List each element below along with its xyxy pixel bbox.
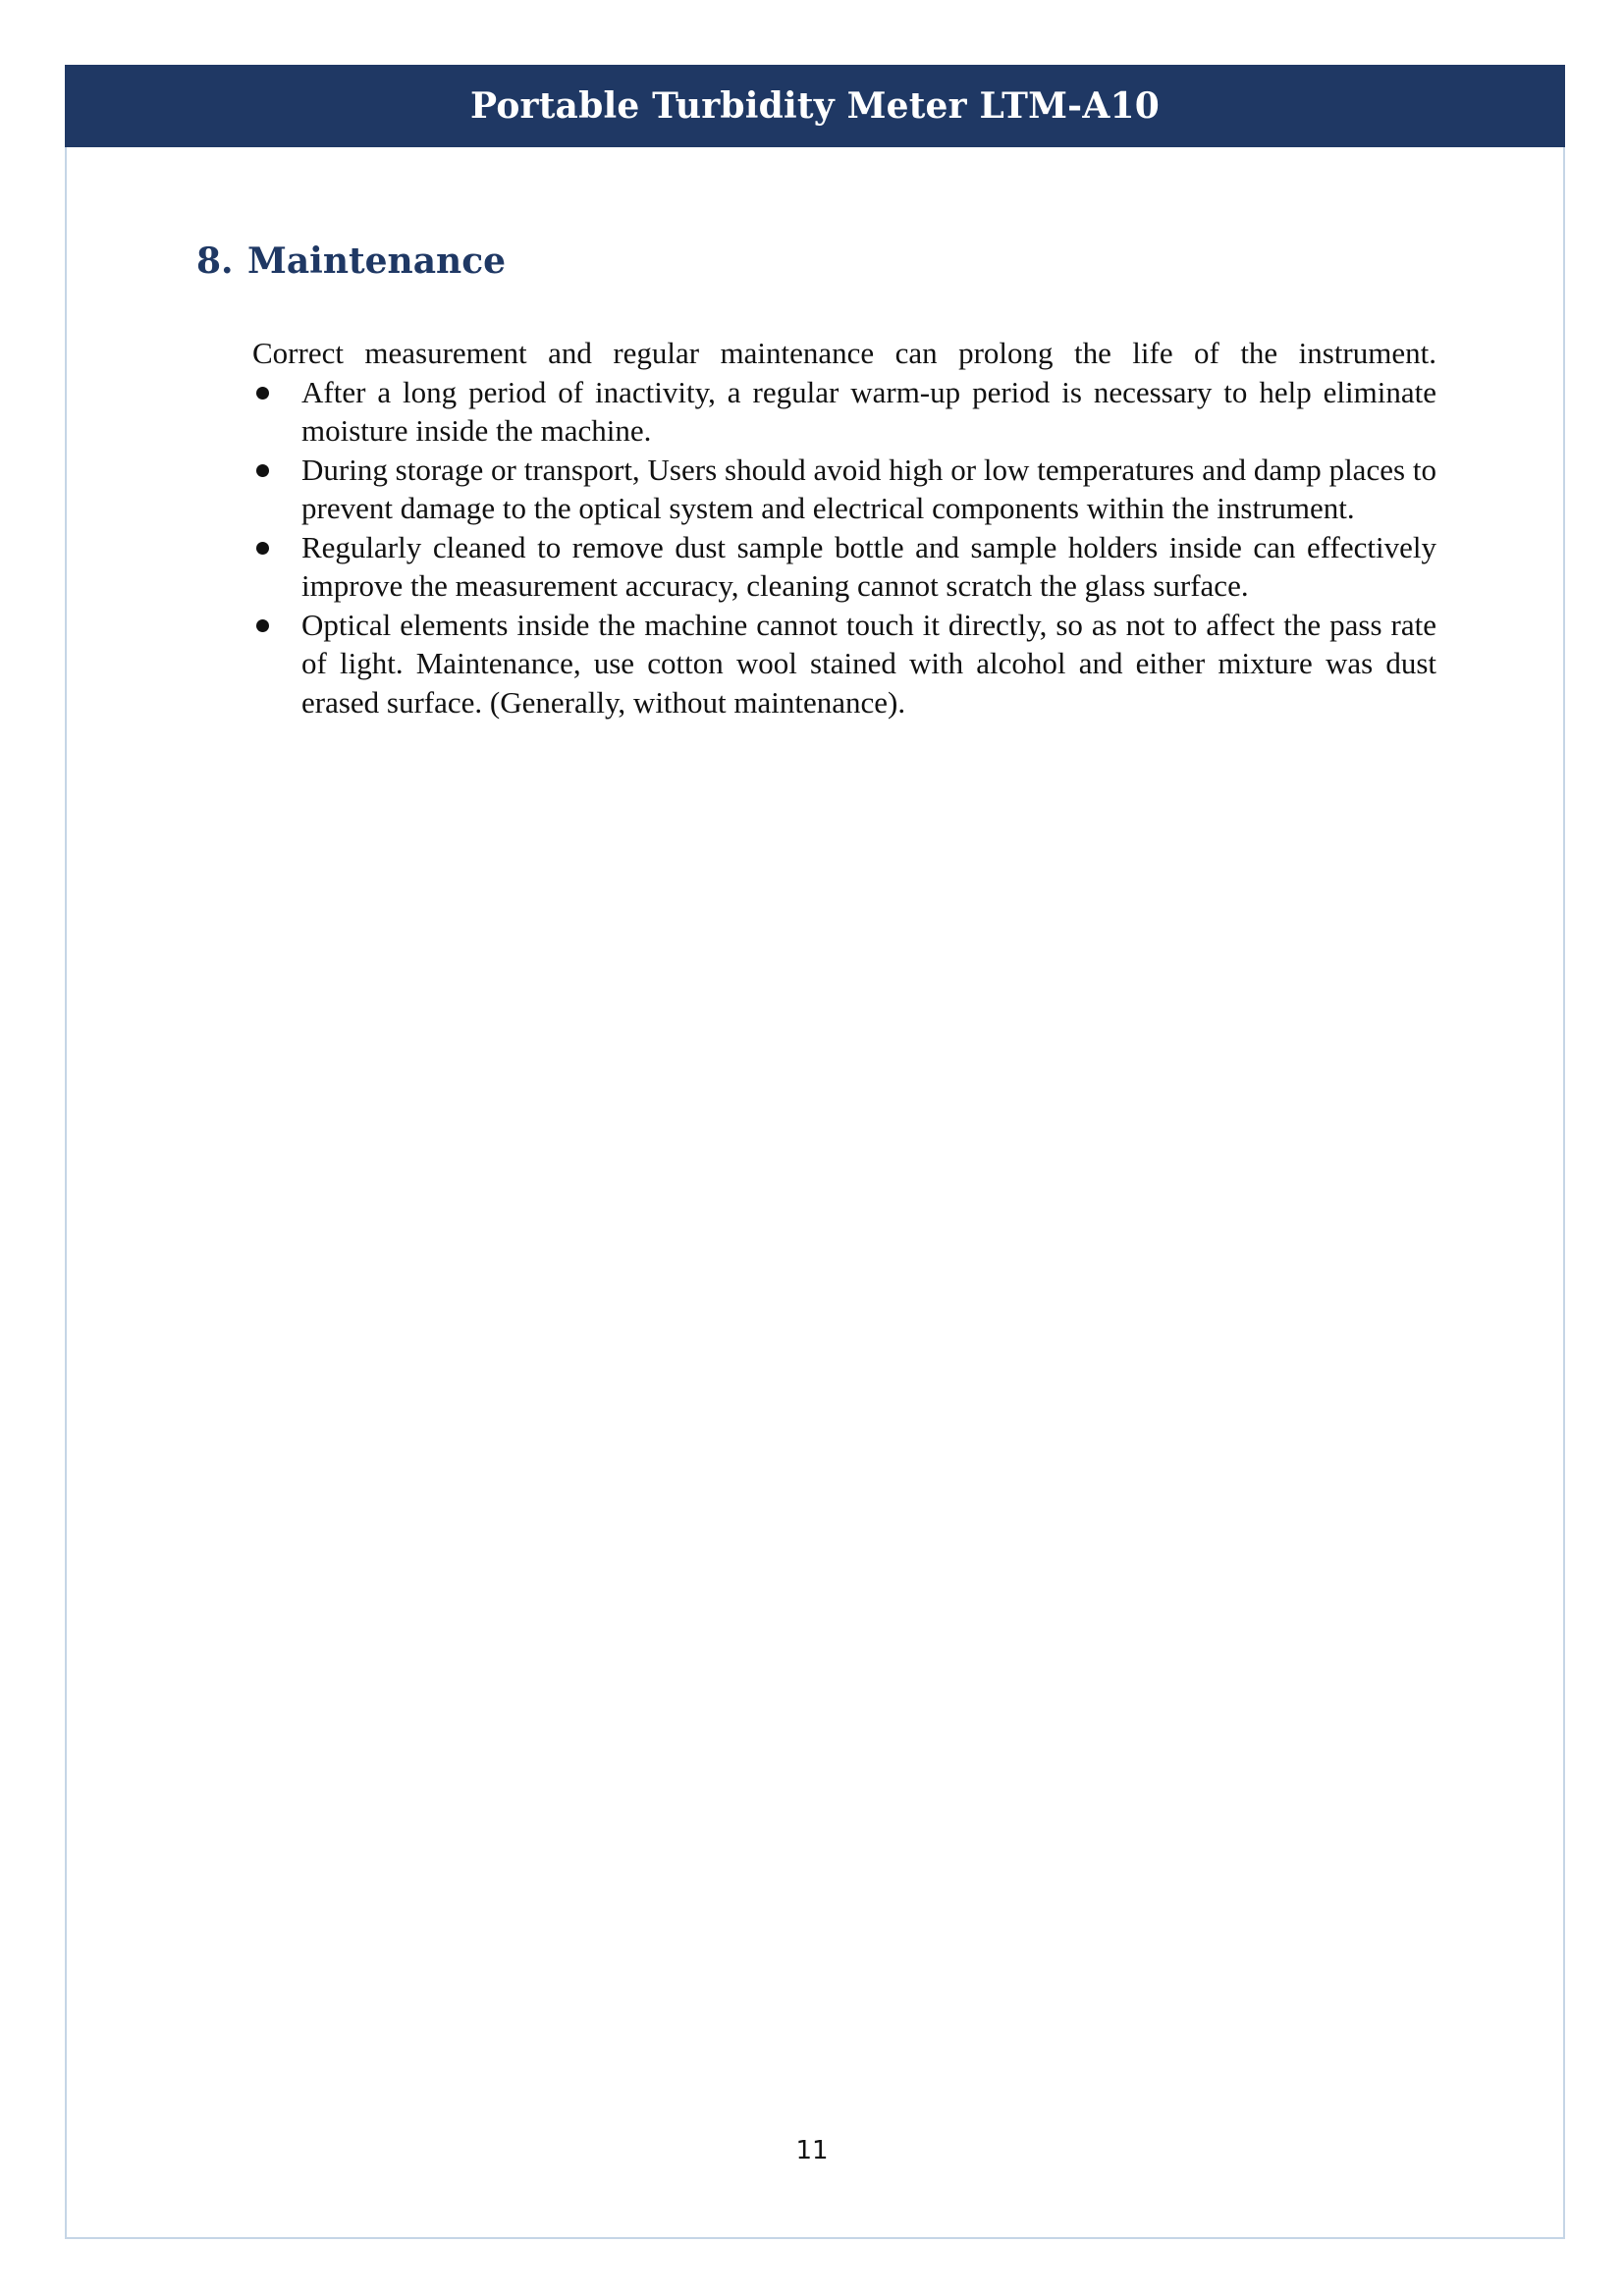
bullet-icon xyxy=(256,542,269,555)
list-item xyxy=(252,528,1436,606)
page-number: 11 xyxy=(795,2136,829,2165)
section-heading xyxy=(196,240,506,282)
list-item-text: During storage or transport, Users should avoid high or low temperatures and damp places to prevent damage to the optical system and electrical components within the instrument. xyxy=(301,452,1436,525)
header-band xyxy=(65,65,1565,147)
intro-paragraph: Correct measurement and regular maintenance can prolong the life of the instrument. xyxy=(252,336,1436,370)
maintenance-list xyxy=(252,373,1436,722)
section-title: Maintenance xyxy=(247,240,507,282)
document-title: Portable Turbidity Meter LTM-A10 xyxy=(470,85,1160,127)
list-item-text: Regularly cleaned to remove dust sample bottle and sample holders inside can effectively improve the measurement accuracy, cleaning cannot scratch the glass surface. xyxy=(301,529,1436,603)
list-item xyxy=(252,451,1436,528)
list-item xyxy=(252,606,1436,722)
bullet-icon xyxy=(256,387,269,400)
section-body xyxy=(252,334,1436,721)
list-item xyxy=(252,373,1436,451)
section-number: 8. xyxy=(196,240,234,282)
list-item-text: After a long period of inactivity, a regular warm-up period is necessary to help eliminate moisture inside the machine. xyxy=(301,374,1436,448)
bullet-icon xyxy=(256,464,269,477)
bullet-icon xyxy=(256,619,269,632)
list-item-text: Optical elements inside the machine cannot touch it directly, so as not to affect the pass rate of light. Maintenance, use cotton wool stained with alcohol and either mixture was dust erased surface. (Generally, without maintenance). xyxy=(301,607,1436,720)
